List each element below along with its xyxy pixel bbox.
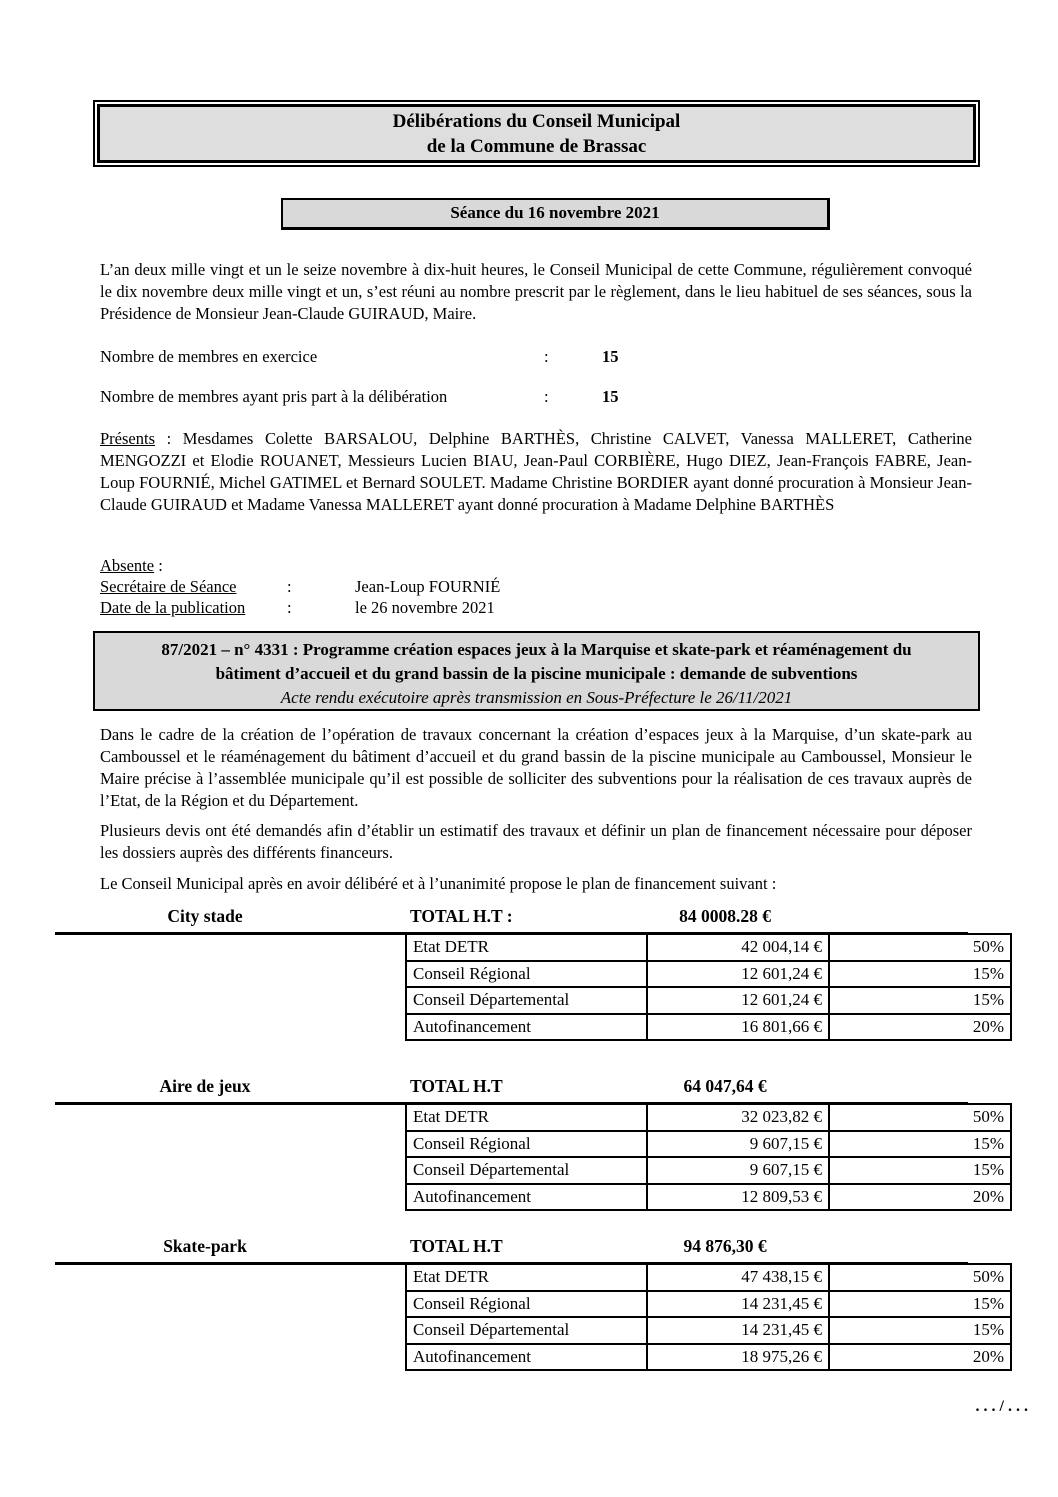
table-row — [406, 1014, 1011, 1041]
plan-name: Skate-park — [163, 1236, 247, 1256]
subject-line2: bâtiment d’accueil et du grand bassin de la piscine municipale : demande de subventions — [215, 664, 858, 683]
page-continuation-mark: . . . / . . . — [975, 1398, 1028, 1415]
presents-paragraph — [100, 428, 972, 516]
table-row — [406, 1344, 1011, 1371]
percent-cell: 15% — [829, 1131, 1011, 1158]
funder-cell: Conseil Départemental — [406, 987, 647, 1014]
amount-cell: 16 801,66 € — [647, 1014, 829, 1041]
table-row — [406, 1104, 1011, 1131]
members-voting-line — [100, 386, 972, 408]
members-voting-colon: : — [544, 387, 549, 406]
members-voting-value: 15 — [602, 387, 619, 406]
table-row — [406, 1131, 1011, 1158]
members-in-office-line — [100, 346, 972, 368]
plan-name: Aire de jeux — [159, 1076, 251, 1096]
table-row — [406, 1157, 1011, 1184]
secretary-label: Secrétaire de Séance — [100, 577, 237, 596]
funder-cell: Etat DETR — [406, 1264, 647, 1291]
funder-cell: Conseil Régional — [406, 961, 647, 988]
plan-table — [405, 1263, 1012, 1371]
body-paragraph-3: Le Conseil Municipal après en avoir délibéré et à l’unanimité propose le plan de financement suivant : — [100, 874, 777, 893]
members-in-office-label: Nombre de membres en exercice — [100, 347, 318, 366]
financing-plan-aire-de-jeux — [0, 1074, 1058, 1224]
members-in-office-colon: : — [544, 347, 549, 366]
table-row — [406, 1184, 1011, 1211]
publication-label: Date de la publication — [100, 598, 246, 617]
percent-cell: 20% — [829, 1184, 1011, 1211]
plan-total-value: 94 876,30 € — [683, 1236, 767, 1256]
percent-cell: 15% — [829, 961, 1011, 988]
plan-total-label: TOTAL H.T — [410, 1076, 503, 1096]
presents-label: Présents — [100, 429, 155, 448]
table-row — [406, 1264, 1011, 1291]
amount-cell: 12 809,53 € — [647, 1184, 829, 1211]
subject-line1: 87/2021 – n° 4331 : Programme création espaces jeux à la Marquise et skate-park et réaménagement du — [161, 640, 912, 659]
members-in-office-value: 15 — [602, 347, 619, 366]
secretary-value: Jean-Loup FOURNIÉ — [355, 577, 501, 596]
presents-text: Mesdames Colette BARSALOU, Delphine BARTHÈS, Christine CALVET, Vanessa MALLERET, Catherine MENGOZZI et Elodie ROUANET, Messieurs Lucien BIAU, Jean-Paul CORBIÈRE, Hugo DIEZ, Jean-François FABRE, Jean-Loup FOURNIÉ, Michel GATIMEL et Bernard SOULET. Madame Christine BORDIER ayant donné procuration à Monsieur Jean-Claude GUIRAUD et Madame Vanessa MALLERET ayant donné procuration à Madame Delphine BARTHÈS — [100, 429, 973, 514]
body-paragraph-1: Dans le cadre de la création de l’opération de travaux concernant la création d’espaces jeux à la Marquise, d’un skate-park au Camboussel et le réaménagement du bâtiment d’accueil et du grand bassin de la piscine municipale au Camboussel, Monsieur le Maire précise à l’assemblée municipale qu’il est possible de solliciter des subventions pour la réalisation de ces travaux auprès de l’Etat, de la Région et du Département. — [100, 725, 972, 810]
table-row — [406, 961, 1011, 988]
plan-total-value: 64 047,64 € — [683, 1076, 767, 1096]
absent-label: Absente — [100, 556, 155, 575]
percent-cell: 20% — [829, 1014, 1011, 1041]
percent-cell: 50% — [829, 934, 1011, 961]
amount-cell: 12 601,24 € — [647, 961, 829, 988]
plan-table — [405, 1103, 1012, 1211]
table-row — [406, 934, 1011, 961]
document-title — [97, 104, 976, 163]
subject-executory-note: Acte rendu exécutoire après transmission en Sous-Préfecture le 26/11/2021 — [280, 688, 793, 707]
document-title-box — [93, 100, 980, 167]
amount-cell: 12 601,24 € — [647, 987, 829, 1014]
percent-cell: 15% — [829, 987, 1011, 1014]
amount-cell: 32 023,82 € — [647, 1104, 829, 1131]
plan-total-value: 84 0008.28 € — [679, 906, 771, 926]
table-row — [406, 987, 1011, 1014]
secretary-colon: : — [287, 577, 292, 596]
funder-cell: Conseil Régional — [406, 1291, 647, 1318]
plan-table — [405, 933, 1012, 1041]
amount-cell: 14 231,45 € — [647, 1317, 829, 1344]
publication-colon: : — [287, 598, 292, 617]
funder-cell: Autofinancement — [406, 1344, 647, 1371]
intro-paragraph: L’an deux mille vingt et un le seize novembre à dix-huit heures, le Conseil Municipal de cette Commune, régulièrement convoqué le dix novembre deux mille vingt et un, s’est réuni au nombre prescrit par le règlement, dans le lieu habituel de ses séances, sous la Présidence de Monsieur Jean-Claude GUIRAUD, Maire. — [100, 260, 972, 323]
absent-colon: : — [154, 556, 163, 575]
percent-cell: 15% — [829, 1291, 1011, 1318]
percent-cell: 15% — [829, 1317, 1011, 1344]
percent-cell: 50% — [829, 1264, 1011, 1291]
document-title-line2: de la Commune de Brassac — [426, 135, 647, 157]
table-row — [406, 1291, 1011, 1318]
funder-cell: Conseil Régional — [406, 1131, 647, 1158]
secretary-line — [100, 576, 972, 598]
body-paragraph-2: Plusieurs devis ont été demandés afin d’établir un estimatif des travaux et définir un plan de financement nécessaire pour déposer les dossiers auprès des différents financeurs. — [100, 821, 972, 862]
plan-total-label: TOTAL H.T — [410, 1236, 503, 1256]
financing-plan-city-stade — [0, 904, 1058, 1054]
funder-cell: Autofinancement — [406, 1014, 647, 1041]
publication-line — [100, 597, 972, 619]
document-title-line1: Délibérations du Conseil Municipal — [392, 110, 681, 132]
amount-cell: 18 975,26 € — [647, 1344, 829, 1371]
plan-name: City stade — [167, 906, 243, 926]
percent-cell: 15% — [829, 1157, 1011, 1184]
amount-cell: 47 438,15 € — [647, 1264, 829, 1291]
amount-cell: 14 231,45 € — [647, 1291, 829, 1318]
funder-cell: Conseil Départemental — [406, 1157, 647, 1184]
financing-plan-skate-park — [0, 1234, 1058, 1384]
plan-total-label: TOTAL H.T : — [410, 906, 513, 926]
amount-cell: 9 607,15 € — [647, 1157, 829, 1184]
percent-cell: 50% — [829, 1104, 1011, 1131]
publication-value: le 26 novembre 2021 — [355, 598, 495, 617]
amount-cell: 42 004,14 € — [647, 934, 829, 961]
funder-cell: Etat DETR — [406, 934, 647, 961]
funder-cell: Conseil Départemental — [406, 1317, 647, 1344]
funder-cell: Etat DETR — [406, 1104, 647, 1131]
session-banner: Séance du 16 novembre 2021 — [281, 198, 830, 230]
funder-cell: Autofinancement — [406, 1184, 647, 1211]
table-row — [406, 1317, 1011, 1344]
amount-cell: 9 607,15 € — [647, 1131, 829, 1158]
deliberation-subject-box — [93, 631, 980, 711]
presents-separator: : — [155, 429, 183, 448]
absent-line — [100, 555, 972, 577]
percent-cell: 20% — [829, 1344, 1011, 1371]
members-voting-label: Nombre de membres ayant pris part à la délibération — [100, 387, 448, 406]
